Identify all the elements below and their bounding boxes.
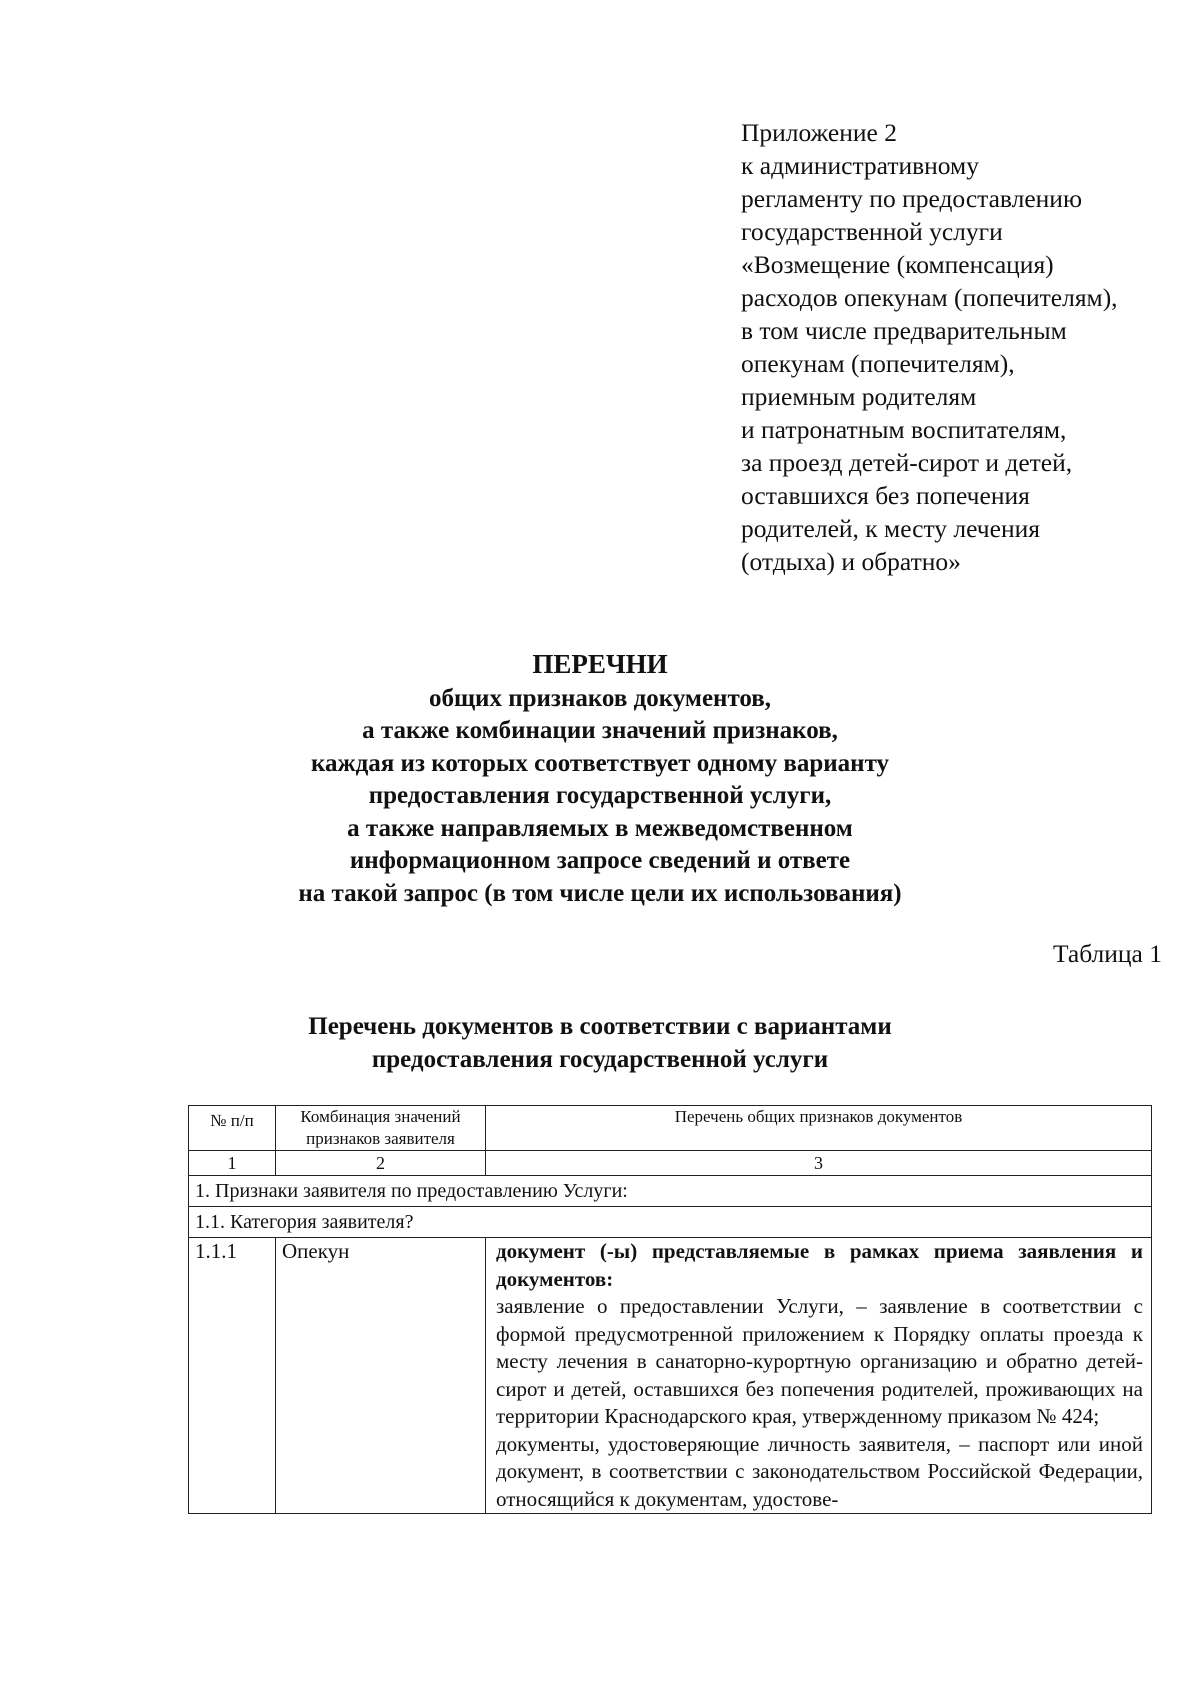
docs-heading: документ (-ы) представляемые в рамках приема заявления и документов: [496, 1239, 1143, 1291]
appendix-line: регламенту по предоставлению [741, 184, 1083, 213]
section-title: 1. Признаки заявителя по предоставлению Услуги: [189, 1176, 1152, 1207]
column-number: 3 [486, 1151, 1152, 1176]
docs-item: документы, удостоверяющие личность заявителя, – паспорт или иной документ, в соответствии с законодательством Российской Федерации, относящийся к документам, удостове- [496, 1431, 1143, 1511]
section-row [189, 1176, 1152, 1207]
appendix-line: Приложение 2 [741, 118, 897, 147]
row-combination: Опекун [276, 1238, 486, 1514]
title-line: общих признаков документов, [428, 684, 772, 712]
title-line: а также комбинации значений признаков, [362, 717, 838, 744]
column-number-row [189, 1151, 1152, 1176]
appendix-line: оставшихся без попечения [741, 481, 1030, 510]
appendix-line: и патронатным воспитателям, [741, 415, 1067, 444]
row-documents [486, 1238, 1152, 1514]
appendix-line: государственной услуги [741, 217, 1003, 246]
subsection-title: 1.1. Категория заявителя? [189, 1207, 1152, 1238]
table-title [100, 1010, 1100, 1076]
title-line: на такой запрос (в том числе цели их использования) [298, 879, 902, 907]
header-number: № п/п [189, 1106, 276, 1151]
appendix-line: приемным родителям [741, 382, 977, 411]
table-row [189, 1238, 1152, 1514]
appendix-line: в том числе предварительным [741, 316, 1067, 345]
appendix-line: родителей, к месту лечения [741, 514, 1040, 543]
table-title-line: предоставления государственной услуги [371, 1046, 829, 1073]
header-documents: Перечень общих признаков документов [486, 1106, 1152, 1151]
title-line: каждая из которых соответствует одному варианту [310, 749, 890, 777]
column-number: 2 [276, 1151, 486, 1176]
appendix-line: (отдыха) и обратно» [741, 547, 961, 576]
table-label: Таблица 1 [1052, 939, 1162, 968]
table-title-line: Перечень документов в соответствии с вариантами [308, 1013, 892, 1040]
row-number: 1.1.1 [189, 1238, 276, 1514]
appendix-line: расходов опекунам (попечителям), [741, 283, 1118, 312]
appendix-line: «Возмещение (компенсация) [741, 250, 1054, 279]
header-combination: Комбинация значений признаков заявителя [276, 1106, 486, 1151]
title-line: а также направляемых в межведомственном [347, 814, 853, 842]
subsection-row [189, 1207, 1152, 1238]
table-header-row [189, 1106, 1152, 1151]
appendix-line: к административному [741, 151, 979, 180]
appendix-line: за проезд детей-сирот и детей, [741, 448, 1073, 477]
title-main: ПЕРЕЧНИ [532, 649, 668, 679]
column-number: 1 [189, 1151, 276, 1176]
title-line: предоставления государственной услуги, [368, 782, 832, 809]
title-line: информационном запросе сведений и ответе [349, 847, 851, 874]
document-title [100, 648, 1100, 910]
appendix-block [741, 116, 1181, 578]
appendix-line: опекунам (попечителям), [741, 349, 1015, 378]
docs-item: заявление о предоставлении Услуги, – заявление в соответствии с формой предусмотренной приложением к Порядку оплаты проезда к месту лечения в санаторно-курортную организацию и обратно детей-сирот и детей, оставшихся без попечения родителей, проживающих на территории Краснодарского края, утвержденному приказом № 424; [496, 1294, 1143, 1428]
documents-table [188, 1105, 1152, 1514]
